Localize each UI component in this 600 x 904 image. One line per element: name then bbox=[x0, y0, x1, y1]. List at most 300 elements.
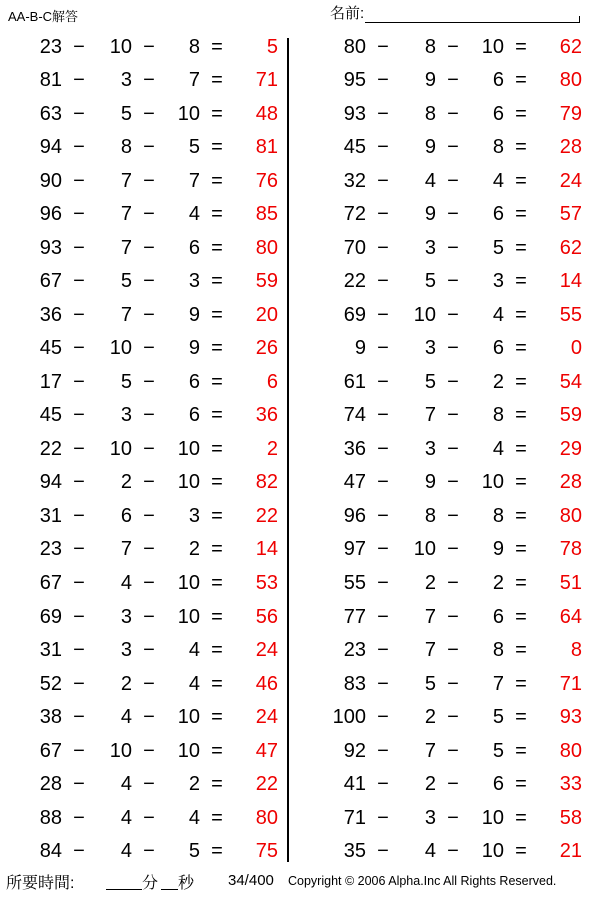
operand-second: 7 bbox=[120, 236, 132, 259]
operand-third: 10 bbox=[481, 35, 504, 58]
operand-second: 5 bbox=[120, 102, 132, 125]
operand-first: 23 bbox=[39, 35, 62, 58]
answer-value: 22 bbox=[255, 504, 278, 527]
problem-row bbox=[300, 566, 600, 600]
minus-sign: − bbox=[377, 572, 389, 594]
minutes-unit-label: 分 bbox=[142, 875, 159, 892]
operand-second: 2 bbox=[424, 773, 436, 796]
minus-sign: − bbox=[143, 136, 155, 159]
operand-second: 2 bbox=[120, 672, 132, 695]
operand-third: 6 bbox=[492, 69, 504, 92]
problem-row bbox=[300, 298, 600, 332]
answer-value: 51 bbox=[559, 572, 582, 594]
minus-sign: − bbox=[447, 639, 459, 662]
operand-third: 10 bbox=[481, 840, 504, 863]
equals-sign: = bbox=[515, 404, 527, 427]
problem-row bbox=[300, 64, 600, 98]
operand-second: 4 bbox=[120, 572, 132, 594]
answer-value: 85 bbox=[255, 203, 278, 226]
equals-sign: = bbox=[211, 773, 223, 796]
problem-row bbox=[0, 298, 300, 332]
operand-first: 81 bbox=[39, 69, 62, 92]
equals-sign: = bbox=[211, 35, 223, 58]
answer-value: 80 bbox=[255, 806, 278, 829]
operand-second: 3 bbox=[424, 236, 436, 259]
operand-first: 45 bbox=[39, 404, 62, 427]
answer-value: 28 bbox=[559, 471, 582, 494]
operand-second: 8 bbox=[424, 102, 436, 125]
operand-second: 7 bbox=[120, 203, 132, 226]
minus-sign: − bbox=[377, 303, 389, 326]
minus-sign: − bbox=[73, 840, 85, 863]
equals-sign: = bbox=[211, 672, 223, 695]
minus-sign: − bbox=[377, 538, 389, 561]
answer-value: 33 bbox=[559, 773, 582, 796]
answer-value: 21 bbox=[559, 840, 582, 863]
minus-sign: − bbox=[143, 102, 155, 125]
minus-sign: − bbox=[377, 35, 389, 58]
operand-first: 71 bbox=[343, 806, 366, 829]
minus-sign: − bbox=[73, 706, 85, 729]
minus-sign: − bbox=[447, 572, 459, 594]
equals-sign: = bbox=[211, 605, 223, 628]
answer-value: 24 bbox=[559, 169, 582, 192]
worksheet-footer bbox=[0, 868, 600, 898]
minus-sign: − bbox=[73, 69, 85, 92]
problem-row bbox=[0, 131, 300, 165]
minus-sign: − bbox=[447, 437, 459, 460]
answer-value: 55 bbox=[559, 303, 582, 326]
operand-first: 96 bbox=[39, 203, 62, 226]
operand-first: 32 bbox=[343, 169, 366, 192]
minus-sign: − bbox=[447, 169, 459, 192]
minus-sign: − bbox=[377, 773, 389, 796]
operand-second: 4 bbox=[120, 706, 132, 729]
operand-third: 2 bbox=[492, 370, 504, 393]
answer-value: 71 bbox=[559, 672, 582, 695]
problem-row bbox=[0, 767, 300, 801]
minus-sign: − bbox=[377, 706, 389, 729]
answer-value: 36 bbox=[255, 404, 278, 427]
minus-sign: − bbox=[73, 337, 85, 360]
equals-sign: = bbox=[515, 471, 527, 494]
operand-first: 72 bbox=[343, 203, 366, 226]
operand-second: 6 bbox=[120, 504, 132, 527]
operand-first: 67 bbox=[39, 572, 62, 594]
operand-second: 3 bbox=[120, 404, 132, 427]
operand-second: 10 bbox=[413, 538, 436, 561]
problem-column-left bbox=[0, 30, 300, 868]
answer-value: 6 bbox=[266, 370, 278, 393]
operand-second: 5 bbox=[120, 370, 132, 393]
operand-first: 45 bbox=[39, 337, 62, 360]
operand-second: 8 bbox=[120, 136, 132, 159]
problem-row bbox=[0, 466, 300, 500]
operand-second: 7 bbox=[424, 605, 436, 628]
operand-second: 10 bbox=[109, 35, 132, 58]
answer-value: 26 bbox=[255, 337, 278, 360]
minus-sign: − bbox=[377, 437, 389, 460]
minus-sign: − bbox=[143, 437, 155, 460]
equals-sign: = bbox=[515, 35, 527, 58]
minus-sign: − bbox=[73, 773, 85, 796]
operand-third: 6 bbox=[492, 102, 504, 125]
operand-second: 8 bbox=[424, 35, 436, 58]
name-label: 名前: bbox=[330, 5, 365, 22]
minus-sign: − bbox=[143, 69, 155, 92]
problem-row bbox=[300, 265, 600, 299]
answer-value: 28 bbox=[559, 136, 582, 159]
equals-sign: = bbox=[211, 840, 223, 863]
minus-sign: − bbox=[143, 504, 155, 527]
answer-value: 93 bbox=[559, 706, 582, 729]
minus-sign: − bbox=[73, 471, 85, 494]
operand-first: 97 bbox=[343, 538, 366, 561]
operand-second: 7 bbox=[120, 538, 132, 561]
problem-row bbox=[300, 131, 600, 165]
minus-sign: − bbox=[143, 303, 155, 326]
operand-third: 5 bbox=[188, 840, 200, 863]
operand-first: 36 bbox=[343, 437, 366, 460]
minus-sign: − bbox=[377, 806, 389, 829]
answer-value: 80 bbox=[255, 236, 278, 259]
minus-sign: − bbox=[143, 706, 155, 729]
operand-second: 5 bbox=[424, 370, 436, 393]
operand-third: 6 bbox=[492, 337, 504, 360]
equals-sign: = bbox=[211, 270, 223, 293]
operand-third: 9 bbox=[188, 303, 200, 326]
equals-sign: = bbox=[211, 437, 223, 460]
operand-third: 5 bbox=[492, 236, 504, 259]
minus-sign: − bbox=[143, 471, 155, 494]
equals-sign: = bbox=[515, 203, 527, 226]
operand-third: 10 bbox=[177, 706, 200, 729]
minus-sign: − bbox=[377, 169, 389, 192]
name-line-tick bbox=[579, 16, 580, 23]
answer-value: 59 bbox=[255, 270, 278, 293]
problem-row bbox=[300, 499, 600, 533]
minus-sign: − bbox=[447, 504, 459, 527]
operand-first: 52 bbox=[39, 672, 62, 695]
operand-first: 35 bbox=[343, 840, 366, 863]
minus-sign: − bbox=[143, 605, 155, 628]
operand-first: 92 bbox=[343, 739, 366, 762]
equals-sign: = bbox=[515, 69, 527, 92]
equals-sign: = bbox=[515, 672, 527, 695]
equals-sign: = bbox=[211, 706, 223, 729]
operand-first: 38 bbox=[39, 706, 62, 729]
minus-sign: − bbox=[143, 35, 155, 58]
equals-sign: = bbox=[515, 504, 527, 527]
answer-value: 80 bbox=[559, 504, 582, 527]
equals-sign: = bbox=[515, 437, 527, 460]
minus-sign: − bbox=[73, 504, 85, 527]
operand-third: 6 bbox=[492, 203, 504, 226]
operand-first: 84 bbox=[39, 840, 62, 863]
operand-first: 67 bbox=[39, 270, 62, 293]
operand-third: 8 bbox=[188, 35, 200, 58]
operand-third: 4 bbox=[188, 639, 200, 662]
minus-sign: − bbox=[73, 572, 85, 594]
operand-third: 4 bbox=[188, 672, 200, 695]
problem-row bbox=[300, 97, 600, 131]
equals-sign: = bbox=[515, 605, 527, 628]
operand-first: 63 bbox=[39, 102, 62, 125]
operand-third: 6 bbox=[492, 605, 504, 628]
operand-third: 8 bbox=[492, 504, 504, 527]
operand-third: 4 bbox=[188, 203, 200, 226]
problem-row bbox=[300, 834, 600, 868]
name-input-line[interactable] bbox=[365, 5, 580, 23]
operand-third: 7 bbox=[188, 169, 200, 192]
operand-third: 10 bbox=[177, 605, 200, 628]
minus-sign: − bbox=[73, 806, 85, 829]
equals-sign: = bbox=[211, 370, 223, 393]
operand-third: 8 bbox=[492, 639, 504, 662]
minus-sign: − bbox=[143, 236, 155, 259]
minus-sign: − bbox=[73, 370, 85, 393]
problem-row bbox=[0, 432, 300, 466]
answer-value: 53 bbox=[255, 572, 278, 594]
equals-sign: = bbox=[515, 773, 527, 796]
equals-sign: = bbox=[515, 639, 527, 662]
operand-third: 2 bbox=[492, 572, 504, 594]
operand-second: 9 bbox=[424, 136, 436, 159]
equals-sign: = bbox=[211, 504, 223, 527]
problem-row bbox=[0, 97, 300, 131]
operand-first: 77 bbox=[343, 605, 366, 628]
minus-sign: − bbox=[143, 337, 155, 360]
equals-sign: = bbox=[515, 840, 527, 863]
minus-sign: − bbox=[447, 136, 459, 159]
operand-second: 3 bbox=[120, 639, 132, 662]
problem-row bbox=[300, 466, 600, 500]
minus-sign: − bbox=[143, 773, 155, 796]
equals-sign: = bbox=[211, 303, 223, 326]
operand-second: 7 bbox=[424, 739, 436, 762]
operand-first: 9 bbox=[354, 337, 366, 360]
minus-sign: − bbox=[143, 672, 155, 695]
minus-sign: − bbox=[377, 672, 389, 695]
operand-first: 61 bbox=[343, 370, 366, 393]
operand-second: 3 bbox=[424, 806, 436, 829]
equals-sign: = bbox=[211, 404, 223, 427]
minus-sign: − bbox=[73, 102, 85, 125]
operand-first: 28 bbox=[39, 773, 62, 796]
operand-second: 10 bbox=[109, 437, 132, 460]
equals-sign: = bbox=[515, 270, 527, 293]
minus-sign: − bbox=[73, 203, 85, 226]
minus-sign: − bbox=[73, 605, 85, 628]
operand-third: 6 bbox=[188, 370, 200, 393]
equals-sign: = bbox=[515, 706, 527, 729]
operand-second: 7 bbox=[120, 303, 132, 326]
minus-sign: − bbox=[143, 639, 155, 662]
equals-sign: = bbox=[515, 337, 527, 360]
operand-second: 7 bbox=[424, 639, 436, 662]
minus-sign: − bbox=[447, 739, 459, 762]
minus-sign: − bbox=[143, 404, 155, 427]
answer-value: 0 bbox=[570, 337, 582, 360]
problem-grid bbox=[0, 30, 600, 868]
operand-third: 10 bbox=[177, 437, 200, 460]
minus-sign: − bbox=[143, 370, 155, 393]
minus-sign: − bbox=[73, 538, 85, 561]
equals-sign: = bbox=[515, 739, 527, 762]
equals-sign: = bbox=[515, 102, 527, 125]
answer-value: 82 bbox=[255, 471, 278, 494]
problem-row bbox=[0, 231, 300, 265]
minus-sign: − bbox=[447, 303, 459, 326]
equals-sign: = bbox=[211, 169, 223, 192]
worksheet-code: AA-B-C解答 bbox=[8, 9, 79, 24]
operand-first: 23 bbox=[39, 538, 62, 561]
operand-first: 31 bbox=[39, 504, 62, 527]
problem-column-right bbox=[300, 30, 600, 868]
equals-sign: = bbox=[211, 572, 223, 594]
problem-row bbox=[300, 600, 600, 634]
equals-sign: = bbox=[515, 236, 527, 259]
problem-row bbox=[300, 30, 600, 64]
minus-sign: − bbox=[143, 203, 155, 226]
operand-first: 67 bbox=[39, 739, 62, 762]
operand-first: 88 bbox=[39, 806, 62, 829]
operand-second: 4 bbox=[120, 773, 132, 796]
problem-row bbox=[0, 600, 300, 634]
operand-first: 83 bbox=[343, 672, 366, 695]
minus-sign: − bbox=[377, 102, 389, 125]
minus-sign: − bbox=[447, 605, 459, 628]
worksheet-header bbox=[0, 0, 600, 34]
page-number: 34/400 bbox=[228, 872, 274, 889]
operand-second: 9 bbox=[424, 69, 436, 92]
answer-value: 79 bbox=[559, 102, 582, 125]
operand-third: 8 bbox=[492, 404, 504, 427]
minus-sign: − bbox=[447, 69, 459, 92]
problem-row bbox=[300, 399, 600, 433]
answer-value: 20 bbox=[255, 303, 278, 326]
operand-second: 4 bbox=[120, 840, 132, 863]
problem-row bbox=[0, 633, 300, 667]
operand-second: 8 bbox=[424, 504, 436, 527]
problem-row bbox=[0, 834, 300, 868]
operand-third: 2 bbox=[188, 773, 200, 796]
problem-row bbox=[0, 667, 300, 701]
operand-third: 10 bbox=[177, 739, 200, 762]
minus-sign: − bbox=[73, 136, 85, 159]
answer-value: 62 bbox=[559, 35, 582, 58]
operand-first: 80 bbox=[343, 35, 366, 58]
minus-sign: − bbox=[377, 236, 389, 259]
problem-row bbox=[300, 164, 600, 198]
minus-sign: − bbox=[377, 605, 389, 628]
time-required-label: 所要時間: bbox=[6, 875, 75, 892]
equals-sign: = bbox=[515, 538, 527, 561]
answer-value: 22 bbox=[255, 773, 278, 796]
answer-value: 24 bbox=[255, 639, 278, 662]
operand-third: 5 bbox=[492, 739, 504, 762]
problem-row bbox=[300, 432, 600, 466]
problem-row bbox=[0, 700, 300, 734]
operand-third: 4 bbox=[492, 169, 504, 192]
minus-sign: − bbox=[143, 538, 155, 561]
problem-row bbox=[300, 198, 600, 232]
problem-row bbox=[300, 365, 600, 399]
problem-row bbox=[300, 633, 600, 667]
operand-third: 10 bbox=[481, 806, 504, 829]
equals-sign: = bbox=[515, 572, 527, 594]
answer-value: 56 bbox=[255, 605, 278, 628]
operand-second: 5 bbox=[120, 270, 132, 293]
answer-value: 14 bbox=[255, 538, 278, 561]
minutes-input-line[interactable] bbox=[106, 870, 142, 890]
operand-third: 6 bbox=[188, 236, 200, 259]
operand-second: 2 bbox=[424, 572, 436, 594]
problem-row bbox=[0, 499, 300, 533]
equals-sign: = bbox=[515, 370, 527, 393]
copyright-notice: Copyright © 2006 Alpha.Inc All Rights Reserved. bbox=[288, 874, 557, 888]
operand-second: 10 bbox=[109, 739, 132, 762]
minus-sign: − bbox=[377, 639, 389, 662]
operand-first: 70 bbox=[343, 236, 366, 259]
problem-row bbox=[300, 734, 600, 768]
operand-first: 22 bbox=[39, 437, 62, 460]
problem-row bbox=[0, 198, 300, 232]
answer-value: 58 bbox=[559, 806, 582, 829]
operand-first: 94 bbox=[39, 136, 62, 159]
operand-first: 23 bbox=[343, 639, 366, 662]
operand-third: 2 bbox=[188, 538, 200, 561]
operand-second: 9 bbox=[424, 471, 436, 494]
minus-sign: − bbox=[447, 773, 459, 796]
operand-third: 7 bbox=[188, 69, 200, 92]
operand-third: 6 bbox=[492, 773, 504, 796]
problem-row bbox=[0, 566, 300, 600]
minus-sign: − bbox=[73, 270, 85, 293]
minus-sign: − bbox=[377, 504, 389, 527]
equals-sign: = bbox=[211, 739, 223, 762]
minus-sign: − bbox=[377, 337, 389, 360]
answer-value: 24 bbox=[255, 706, 278, 729]
operand-third: 4 bbox=[492, 303, 504, 326]
minus-sign: − bbox=[447, 404, 459, 427]
operand-second: 3 bbox=[424, 337, 436, 360]
minus-sign: − bbox=[143, 739, 155, 762]
answer-value: 8 bbox=[570, 639, 582, 662]
operand-first: 90 bbox=[39, 169, 62, 192]
operand-third: 10 bbox=[177, 471, 200, 494]
operand-second: 10 bbox=[109, 337, 132, 360]
minus-sign: − bbox=[447, 203, 459, 226]
minus-sign: − bbox=[377, 203, 389, 226]
answer-value: 48 bbox=[255, 102, 278, 125]
answer-value: 76 bbox=[255, 169, 278, 192]
problem-row bbox=[300, 231, 600, 265]
problem-row bbox=[0, 533, 300, 567]
operand-third: 10 bbox=[177, 572, 200, 594]
minus-sign: − bbox=[447, 706, 459, 729]
problem-row bbox=[300, 801, 600, 835]
minus-sign: − bbox=[447, 672, 459, 695]
seconds-input-line[interactable] bbox=[161, 870, 178, 890]
minus-sign: − bbox=[73, 437, 85, 460]
problem-row bbox=[300, 332, 600, 366]
operand-second: 3 bbox=[120, 69, 132, 92]
column-divider bbox=[287, 38, 289, 862]
problem-row bbox=[0, 265, 300, 299]
answer-value: 14 bbox=[559, 270, 582, 293]
operand-third: 7 bbox=[492, 672, 504, 695]
